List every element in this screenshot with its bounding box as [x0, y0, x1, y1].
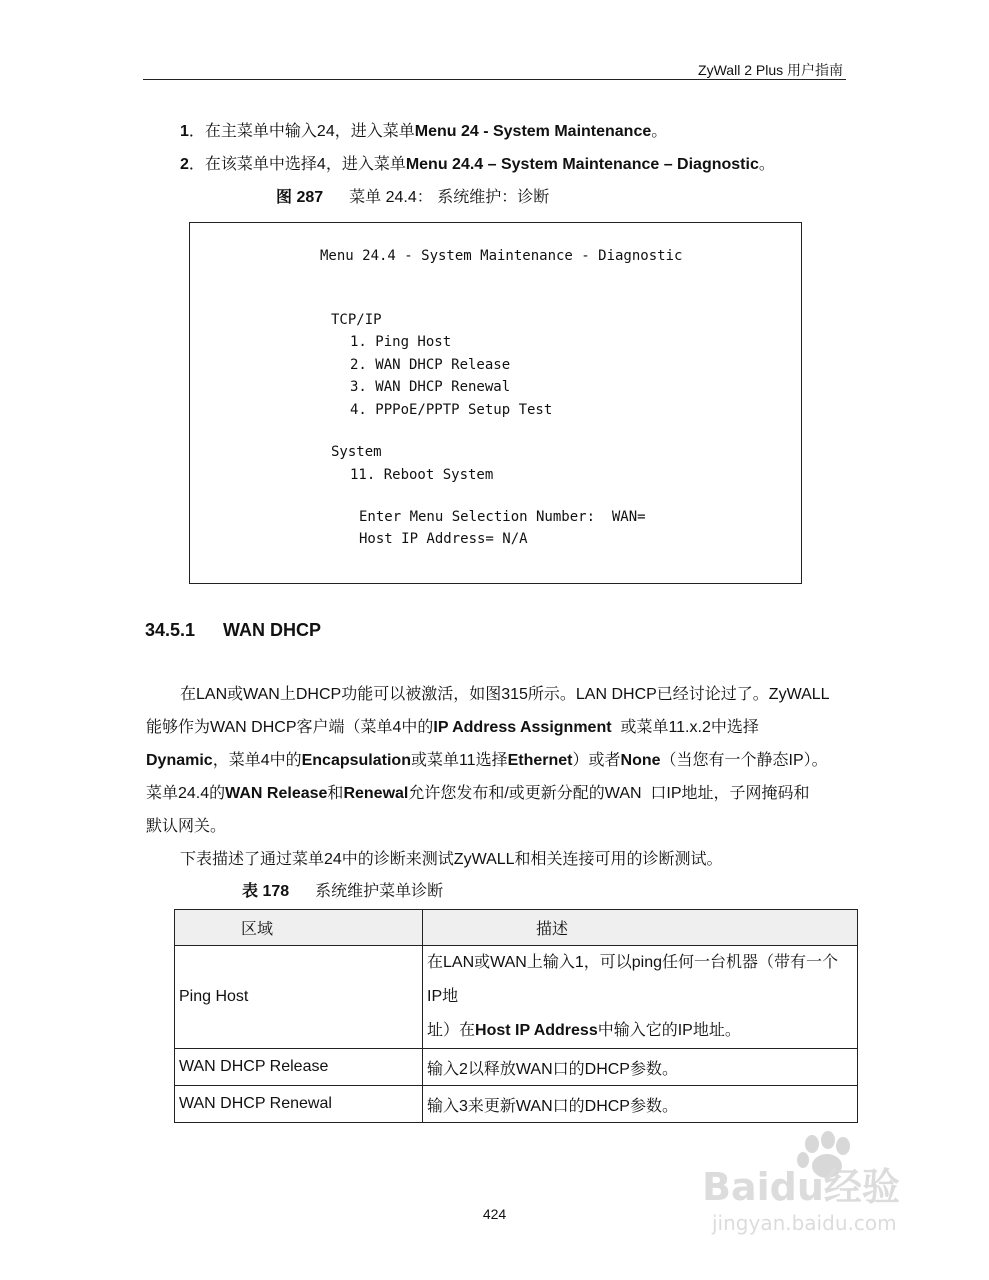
- menu-option-pppoe-pptp-test: 4. PPPoE/PPTP Setup Test: [350, 402, 553, 418]
- menu-option-wan-dhcp-renewal: 3. WAN DHCP Renewal: [350, 379, 511, 395]
- section-title: WAN DHCP: [223, 620, 322, 640]
- menu-option-reboot-system: 11. Reboot System: [350, 467, 494, 483]
- page-header-title: ZyWall 2 Plus 用户指南: [698, 62, 843, 78]
- cell-area: WAN DHCP Renewal: [175, 1086, 423, 1123]
- cell-description: 输入2以释放WAN口的DHCP参数。: [423, 1049, 858, 1086]
- section-heading: [145, 620, 321, 641]
- terminal-title: Menu 24.4 - System Maintenance - Diagnostic: [320, 248, 683, 264]
- header-divider: [143, 79, 846, 80]
- table-label: 表 178: [242, 883, 290, 900]
- page-number: 424: [482, 1206, 507, 1222]
- selection-prompt: Enter Menu Selection Number: WAN=: [359, 509, 646, 525]
- step-text: 在主菜单中输入24，进入菜单: [204, 123, 415, 140]
- cell-description: 输入3来更新WAN口的DHCP参数。: [423, 1086, 858, 1123]
- table-row: [175, 946, 858, 1049]
- paragraph-line: 能够作为WAN DHCP客户端（菜单4中的IP Address Assignment 或菜单11.x.2中选择: [146, 719, 759, 736]
- figure-title: 菜单 24.4： 系统维护：诊断: [349, 189, 550, 206]
- paragraph-line: 默认网关。: [146, 818, 227, 835]
- section-number: 34.5.1: [145, 620, 196, 640]
- table-title: 系统维护菜单诊断: [315, 883, 444, 900]
- step-menu-name: Menu 24.4 – System Maintenance – Diagnostic: [405, 156, 759, 173]
- menu-option-wan-dhcp-release: 2. WAN DHCP Release: [350, 357, 511, 373]
- diagnostic-table: [174, 909, 858, 1123]
- paragraph-line: 菜单24.4的WAN Release和Renewal允许您发布和/或更新分配的WAN 口IP地址，子网掩码和: [146, 785, 810, 802]
- step-1: 1．在主菜单中输入24，进入菜单Menu 24 - System Maintenance。: [180, 123, 668, 140]
- table-row: [175, 1049, 858, 1086]
- step-text: 在该菜单中选择4，进入菜单: [204, 156, 406, 173]
- tcpip-heading: TCP/IP: [331, 312, 382, 328]
- paragraph-line: Dynamic，菜单4中的Encapsulation或菜单11选择Ethernet）或者None（当您有一个静态IP）。: [146, 752, 828, 769]
- step-2: 2．在该菜单中选择4，进入菜单Menu 24.4 – System Maintenance – Diagnostic。: [180, 156, 775, 173]
- table-header-row: [175, 910, 858, 946]
- menu-option-ping-host: 1. Ping Host: [350, 334, 452, 350]
- baidu-jingyan-watermark: [700, 1130, 940, 1240]
- watermark-url: jingyan.baidu.com: [712, 1211, 897, 1235]
- watermark-brand: Baidu经验: [702, 1165, 900, 1209]
- column-header-area: 区域: [175, 910, 423, 946]
- step-number: 2: [180, 156, 189, 173]
- cell-area: Ping Host: [175, 946, 423, 1049]
- cell-description: 在LAN或WAN上输入1，可以ping任何一台机器（带有一个IP地 址）在Host IP Address中输入它的IP地址。: [423, 946, 858, 1049]
- figure-caption: [276, 184, 549, 207]
- step-menu-name: Menu 24 - System Maintenance: [414, 123, 652, 140]
- table-row: [175, 1086, 858, 1123]
- system-heading: System: [331, 444, 382, 460]
- terminal-screen: [189, 222, 802, 584]
- figure-label: 图 287: [276, 189, 324, 206]
- paragraph-line: 下表描述了通过菜单24中的诊断来测试ZyWALL和相关连接可用的诊断测试。: [180, 851, 723, 868]
- column-header-description: 描述: [423, 910, 858, 946]
- cell-area: WAN DHCP Release: [175, 1049, 423, 1086]
- step-number: 1: [180, 123, 189, 140]
- host-ip-field: Host IP Address= N/A: [359, 531, 528, 547]
- paragraph-line: 在LAN或WAN上DHCP功能可以被激活，如图315所示。LAN DHCP已经讨论过了。ZyWALL: [180, 686, 830, 703]
- table-caption: [242, 878, 443, 901]
